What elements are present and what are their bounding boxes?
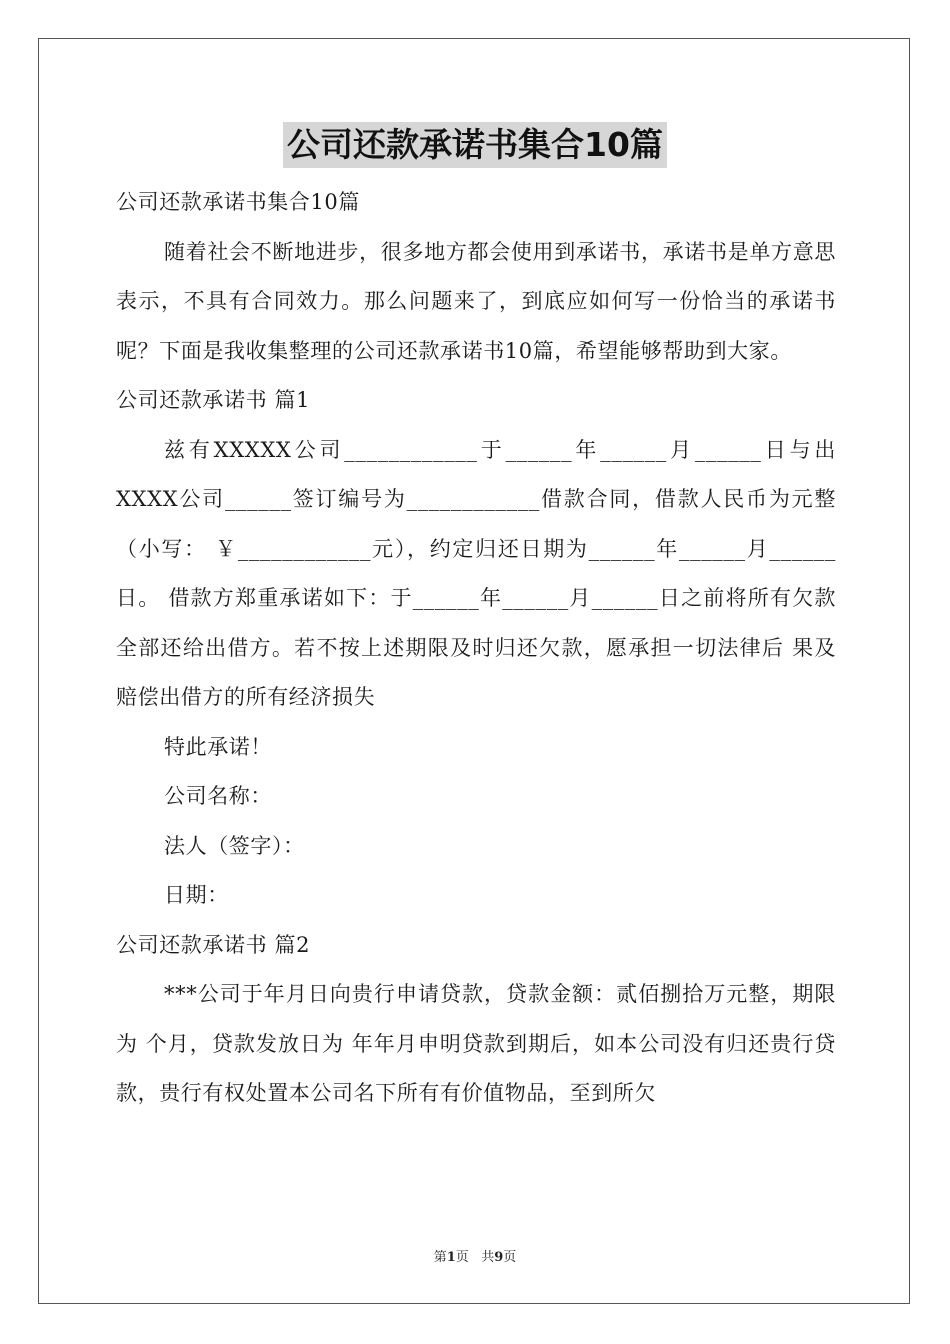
section-1-body: 兹有XXXXX公司____________于______年______月______日与出XXXX公司______签订编号为____________借款合同，借款人民币为元整（小写： ￥____________元），约定归还日期为______年______月______日。 借款方郑重承诺如下：于______年______月______日之前将所有欠款 全部还给出借方。若不按上述期限及时归还欠款，愿承担一切法律后 果及赔偿出借方的所有经济损失 (116, 437, 836, 709)
legal-signature-label: 法人（签字）： (164, 833, 305, 858)
intro-paragraph: 随着社会不断地进步，很多地方都会使用到承诺书，承诺书是单方意思表示，不具有合同效力。那么问题来了，到底应如何写一份恰当的承诺书呢？下面是我收集整理的公司还款承诺书10篇，希望能够帮助到大家。 (116, 239, 836, 363)
page-footer (0, 1246, 950, 1265)
section-2-body: ***公司于年月日向贵行申请贷款，贷款金额：贰佰捌拾万元整，期限为 个月，贷款发放日为 年年月申明贷款到期后，如本公司没有归还贵行贷款，贵行有权处置本公司名下所有有价值物品，至到所欠 (116, 982, 836, 1105)
section-1-closing: 特此承诺！ (164, 734, 272, 759)
document-title: 公司还款承诺书集合10篇 (283, 122, 667, 168)
document-subtitle: 公司还款承诺书集合10篇 (116, 190, 360, 214)
footer-page-number: 1 (446, 1250, 456, 1265)
date-label: 日期： (164, 883, 229, 907)
section-1-heading: 公司还款承诺书 篇1 (116, 388, 311, 412)
footer-page-suffix: 页 (455, 1250, 469, 1265)
footer-total-pages: 9 (494, 1250, 504, 1265)
footer-total-suffix: 页 (503, 1250, 517, 1265)
footer-prefix: 第 (433, 1250, 447, 1265)
footer-total-prefix: 共 (481, 1250, 495, 1265)
company-name-label: 公司名称： (164, 784, 272, 808)
title-container (0, 122, 950, 168)
document-body (116, 178, 836, 1119)
section-2-heading: 公司还款承诺书 篇2 (116, 932, 311, 957)
